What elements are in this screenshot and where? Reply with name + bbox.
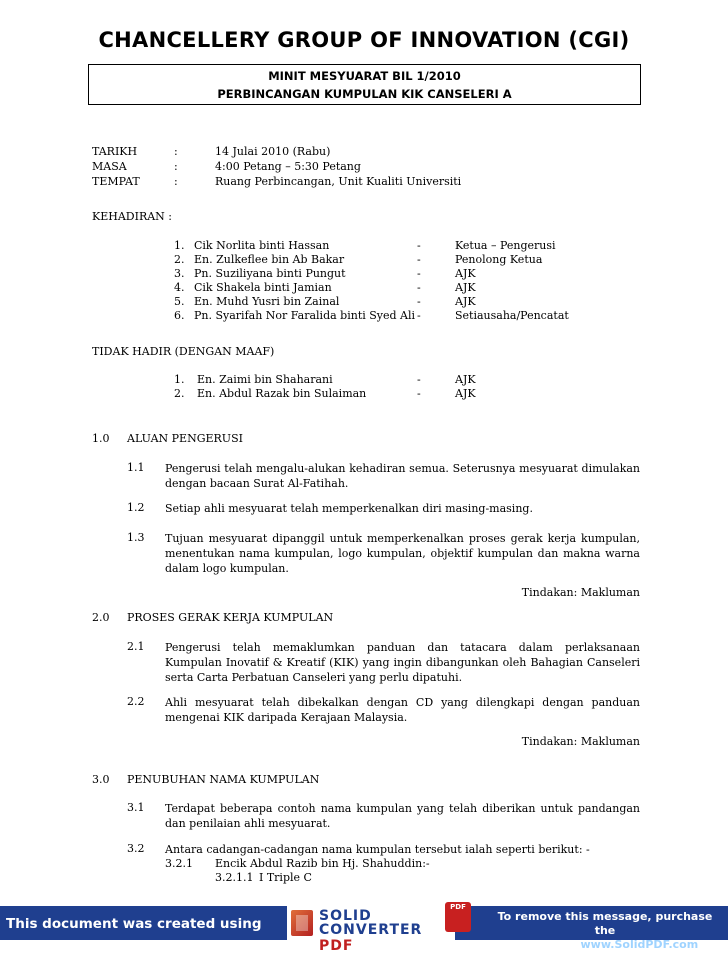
attendee-number: 5.: [174, 295, 185, 308]
banner-right-line1: To remove this message, purchase the: [497, 910, 713, 937]
attendee-dash: -: [417, 281, 421, 294]
banner-right-text: [490, 910, 720, 952]
attendee-dash: -: [417, 267, 421, 280]
attendee-name: Cik Norlita binti Hassan: [194, 239, 330, 252]
subitem-number: 3.2.1: [165, 857, 193, 870]
attendee-role: Ketua – Pengerusi: [455, 239, 556, 252]
item-number: 2.1: [127, 640, 145, 653]
subsubitem-text: I Triple C: [259, 871, 312, 884]
title-box: [88, 64, 641, 105]
meta-sep: :: [174, 145, 178, 158]
section-title: PENUBUHAN NAMA KUMPULAN: [127, 773, 320, 786]
absent-label: TIDAK HADIR (DENGAN MAAF): [92, 345, 275, 358]
attendee-role: AJK: [455, 267, 476, 280]
section-title: ALUAN PENGERUSI: [127, 432, 243, 445]
attendee-name: Cik Shakela binti Jamian: [194, 281, 332, 294]
converter-banner: [0, 900, 728, 954]
meta-value-time: 4:00 Petang – 5:30 Petang: [215, 160, 361, 173]
item-number: 3.1: [127, 801, 145, 814]
subitem-text: Encik Abdul Razib bin Hj. Shahuddin:-: [215, 857, 430, 870]
logo-text-line2: [319, 922, 455, 954]
item-text: Pengerusi telah memaklumkan panduan dan tatacara dalam perlaksanaan Kumpulan Inovatif & Kreatif (KIK) yang ingin dibangunkan oleh Bahagian Canseleri serta Carta Perbatuan Canseleri yang perlu dipatuhi.: [165, 641, 640, 684]
absentee-number: 1.: [174, 373, 185, 386]
solidpdf-link[interactable]: www.SolidPDF.com: [580, 938, 699, 951]
attendance-label: KEHADIRAN :: [92, 210, 173, 223]
pdf-badge-text: PDF: [450, 903, 466, 911]
absentee-number: 2.: [174, 387, 185, 400]
meta-sep: :: [174, 175, 178, 188]
absentee-role: AJK: [455, 387, 476, 400]
absentee-role: AJK: [455, 373, 476, 386]
attendee-name: En. Zulkeflee bin Ab Bakar: [194, 253, 345, 266]
meta-label-date: TARIKH: [92, 145, 138, 158]
organization-title: CHANCELLERY GROUP OF INNOVATION (CGI): [98, 28, 630, 52]
attendee-dash: -: [417, 239, 421, 252]
item-text: Ahli mesyuarat telah dibekalkan dengan CD yang dilengkapi dengan panduan mengenai KIK daripada Kerajaan Malaysia.: [165, 696, 640, 724]
section-title: PROSES GERAK KERJA KUMPULAN: [127, 611, 334, 624]
minutes-number: MINIT MESYUARAT BIL 1/2010: [268, 69, 461, 83]
solid-converter-logo[interactable]: [287, 906, 455, 954]
attendee-number: 3.: [174, 267, 185, 280]
item-text: Tujuan mesyuarat dipanggil untuk memperkenalkan proses gerak kerja kumpulan, menentukan nama kumpulan, logo kumpulan, objektif kumpulan dan makna warna dalam logo kumpulan.: [165, 532, 640, 575]
attendee-number: 4.: [174, 281, 185, 294]
attendee-dash: -: [417, 295, 421, 308]
item-number: 1.3: [127, 531, 145, 544]
logo-pdf: PDF: [319, 938, 354, 954]
attendee-dash: -: [417, 253, 421, 266]
item-text: Antara cadangan-cadangan nama kumpulan tersebut ialah seperti berikut: -: [165, 843, 590, 856]
item-text: Pengerusi telah mengalu-alukan kehadiran semua. Seterusnya mesyuarat dimulakan dengan bacaan Surat Al-Fatihah.: [165, 462, 640, 490]
attendee-role: AJK: [455, 281, 476, 294]
attendee-dash: -: [417, 309, 421, 322]
action-note: Tindakan: Makluman: [521, 735, 640, 748]
meta-label-time: MASA: [92, 160, 127, 173]
pdf-icon: [445, 902, 471, 932]
meeting-title: PERBINCANGAN KUMPULAN KIK CANSELERI A: [217, 87, 512, 101]
attendee-name: Pn. Syarifah Nor Faralida binti Syed Ali: [194, 309, 416, 322]
attendee-role: Setiausaha/Pencatat: [455, 309, 569, 322]
item-number: 2.2: [127, 695, 145, 708]
banner-right-product: product at: [511, 938, 577, 951]
action-note: Tindakan: Makluman: [521, 586, 640, 599]
solid-logo-icon: [291, 910, 313, 936]
attendee-number: 6.: [174, 309, 185, 322]
section-number: 1.0: [92, 432, 110, 445]
item-text: Terdapat beberapa contoh nama kumpulan yang telah diberikan untuk pandangan dan penilaian ahli mesyuarat.: [165, 802, 640, 830]
attendee-role: Penolong Ketua: [455, 253, 543, 266]
item-number: 1.2: [127, 501, 145, 514]
attendee-name: En. Muhd Yusri bin Zainal: [194, 295, 340, 308]
absentee-dash: -: [417, 387, 421, 400]
absentee-name: En. Zaimi bin Shaharani: [197, 373, 333, 386]
section-number: 3.0: [92, 773, 110, 786]
banner-right-line2: [490, 938, 720, 952]
item-text: Setiap ahli mesyuarat telah memperkenalkan diri masing-masing.: [165, 502, 533, 515]
logo-text-line1: SOLID: [319, 908, 372, 924]
meta-value-place: Ruang Perbincangan, Unit Kualiti Universiti: [215, 175, 462, 188]
subsubitem-number: 3.2.1.1: [215, 871, 254, 884]
banner-left-text: This document was created using: [6, 916, 262, 932]
attendee-name: Pn. Suziliyana binti Pungut: [194, 267, 346, 280]
item-number: 3.2: [127, 842, 145, 855]
absentee-dash: -: [417, 373, 421, 386]
attendee-role: AJK: [455, 295, 476, 308]
logo-converter: CONVERTER: [319, 922, 423, 938]
meta-value-date: 14 Julai 2010 (Rabu): [215, 145, 331, 158]
meta-sep: :: [174, 160, 178, 173]
absentee-name: En. Abdul Razak bin Sulaiman: [197, 387, 367, 400]
section-number: 2.0: [92, 611, 110, 624]
meta-label-place: TEMPAT: [92, 175, 140, 188]
attendee-number: 1.: [174, 239, 185, 252]
attendee-number: 2.: [174, 253, 185, 266]
item-number: 1.1: [127, 461, 145, 474]
